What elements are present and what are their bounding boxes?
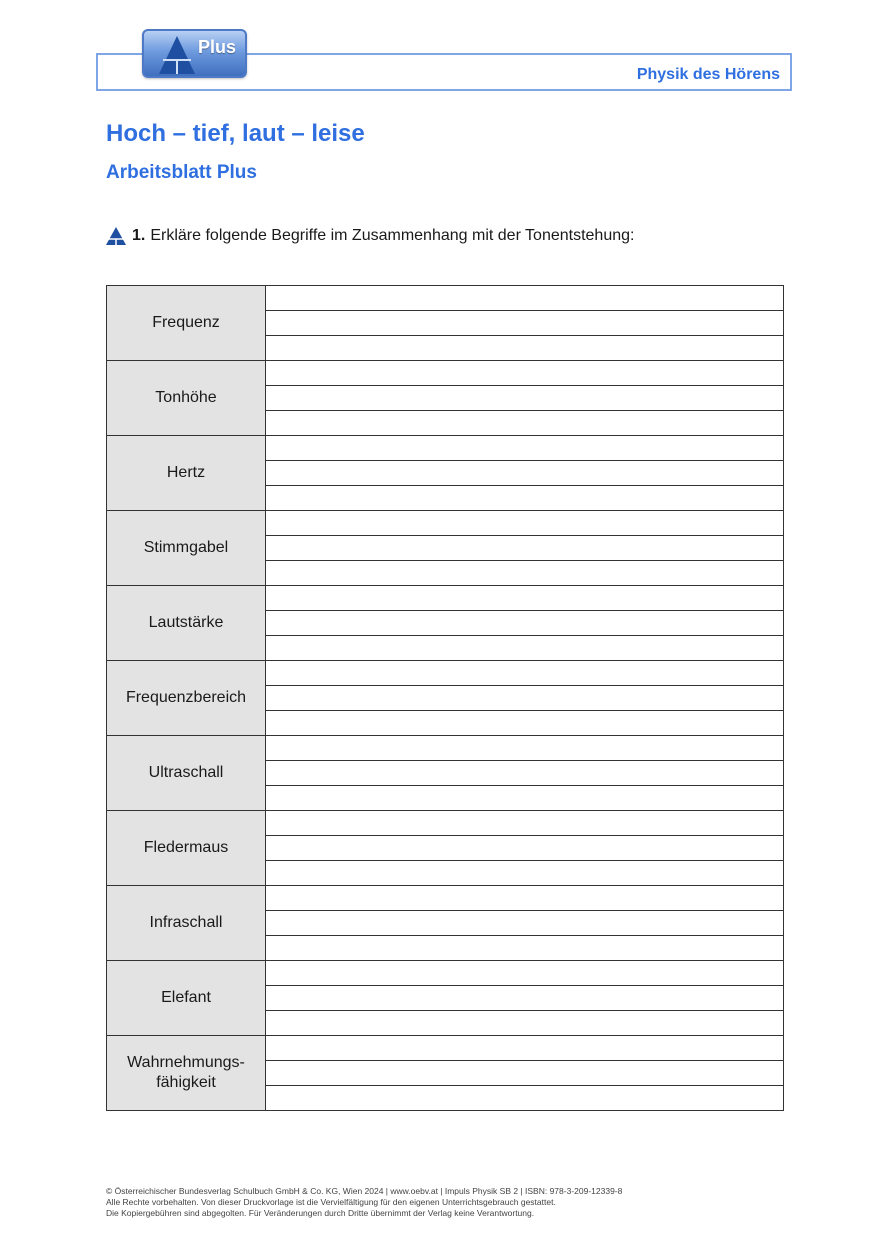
term-label: Wahrnehmungs- fähigkeit xyxy=(107,1036,266,1111)
term-label: Ultraschall xyxy=(107,736,266,811)
table-row xyxy=(107,811,784,836)
answer-line[interactable] xyxy=(266,436,784,461)
answer-line[interactable] xyxy=(266,1086,784,1111)
answer-line[interactable] xyxy=(266,961,784,986)
footer-fees: Die Kopiergebühren sind abgegolten. Für Veränderungen durch Dritte übernimmt der Verlag keine Verantwortung. xyxy=(106,1208,535,1218)
answer-line[interactable] xyxy=(266,336,784,361)
table-row xyxy=(107,586,784,611)
answer-line[interactable] xyxy=(266,586,784,611)
answer-line[interactable] xyxy=(266,361,784,386)
answer-line[interactable] xyxy=(266,786,784,811)
task-number: 1. xyxy=(132,227,146,244)
answer-line[interactable] xyxy=(266,636,784,661)
term-label: Infraschall xyxy=(107,886,266,961)
term-label: Frequenzbereich xyxy=(107,661,266,736)
table-row xyxy=(107,961,784,986)
term-label: Lautstärke xyxy=(107,586,266,661)
logo-triangle-icon xyxy=(157,34,197,74)
answer-line[interactable] xyxy=(266,761,784,786)
answer-line[interactable] xyxy=(266,1011,784,1036)
answer-line[interactable] xyxy=(266,811,784,836)
logo-text: Plus xyxy=(198,37,237,57)
table-row xyxy=(107,286,784,311)
term-label: Hertz xyxy=(107,436,266,511)
footer-copyright: © Österreichischer Bundesverlag Schulbuch GmbH & Co. KG, Wien 2024 | www.oebv.at | Impuls Physik SB 2 | ISBN: 978-3-209-12339-8 xyxy=(106,1186,623,1196)
answer-line[interactable] xyxy=(266,611,784,636)
task-1 xyxy=(106,227,634,245)
terms-table xyxy=(106,285,784,1111)
answer-line[interactable] xyxy=(266,736,784,761)
answer-line[interactable] xyxy=(266,486,784,511)
header-title: Physik des Hörens xyxy=(636,66,780,83)
answer-line[interactable] xyxy=(266,711,784,736)
answer-line[interactable] xyxy=(266,511,784,536)
answer-line[interactable] xyxy=(266,386,784,411)
answer-line[interactable] xyxy=(266,986,784,1011)
answer-line[interactable] xyxy=(266,836,784,861)
answer-line[interactable] xyxy=(266,661,784,686)
plus-logo xyxy=(142,29,247,78)
answer-line[interactable] xyxy=(266,561,784,586)
term-label: Stimmgabel xyxy=(107,511,266,586)
table-row xyxy=(107,361,784,386)
answer-line[interactable] xyxy=(266,1061,784,1086)
term-label: Tonhöhe xyxy=(107,361,266,436)
table-row xyxy=(107,661,784,686)
answer-line[interactable] xyxy=(266,1036,784,1061)
page-title: Hoch – tief, laut – leise xyxy=(106,120,365,147)
answer-line[interactable] xyxy=(266,461,784,486)
term-label: Fledermaus xyxy=(107,811,266,886)
table-row xyxy=(107,736,784,761)
page-subtitle: Arbeitsblatt Plus xyxy=(106,162,257,183)
answer-line[interactable] xyxy=(266,411,784,436)
answer-line[interactable] xyxy=(266,861,784,886)
answer-line[interactable] xyxy=(266,686,784,711)
task-text: Erkläre folgende Begriffe im Zusammenhang mit der Tonentstehung: xyxy=(150,227,635,244)
table-row xyxy=(107,436,784,461)
table-row xyxy=(107,511,784,536)
answer-line[interactable] xyxy=(266,536,784,561)
table-row xyxy=(107,1036,784,1061)
answer-line[interactable] xyxy=(266,936,784,961)
answer-line[interactable] xyxy=(266,886,784,911)
answer-line[interactable] xyxy=(266,311,784,336)
footer xyxy=(106,1186,622,1219)
footer-rights: Alle Rechte vorbehalten. Von dieser Druckvorlage ist die Vervielfältigung für den eigenen Unterrichtsgebrauch gestattet. xyxy=(106,1197,556,1207)
term-label: Elefant xyxy=(107,961,266,1036)
table-row xyxy=(107,886,784,911)
term-label: Frequenz xyxy=(107,286,266,361)
plus-triangle-icon xyxy=(106,227,126,245)
answer-line[interactable] xyxy=(266,286,784,311)
answer-line[interactable] xyxy=(266,911,784,936)
